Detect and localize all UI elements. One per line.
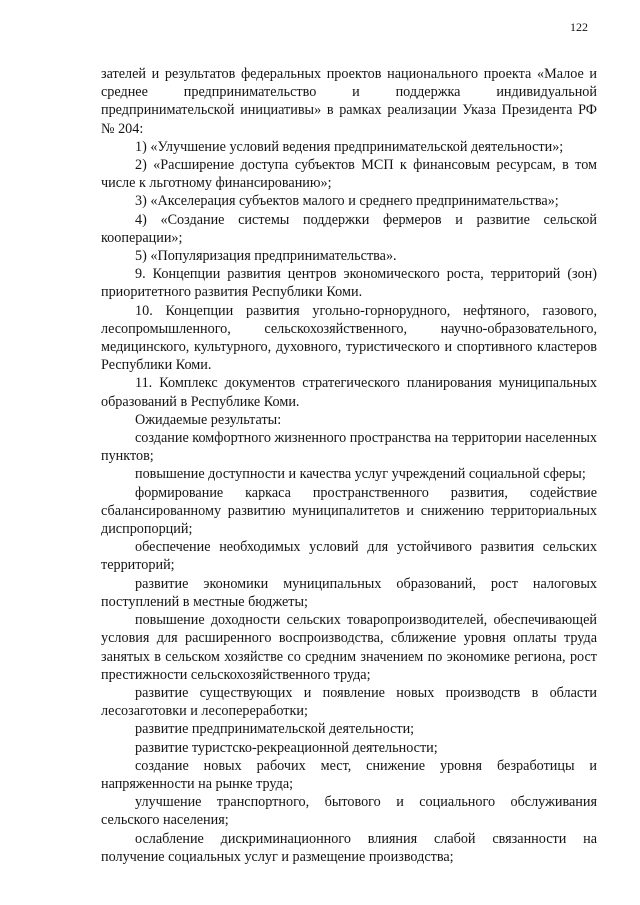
result-item: развитие предпринимательской деятельности; xyxy=(135,721,415,738)
result-item: развитие экономики муниципальных образований, рост налоговых поступлений в местные бюджеты; xyxy=(101,575,597,610)
list-item-3: 3) «Акселерация субъектов малого и среднего предпринимательства»; xyxy=(135,193,559,210)
result-item: развитие туристско-рекреационной деятельности; xyxy=(135,739,438,756)
list-item-1: 1) «Улучшение условий ведения предпринимательской деятельности»; xyxy=(135,138,564,155)
paragraph-item-11: 11. Комплекс документов стратегического планирования муниципальных образований в Республике Коми. xyxy=(101,375,597,410)
page-number: 122 xyxy=(570,20,588,34)
result-item: ослабление дискриминационного влияния слабой связанности на получение социальных услуг и размещение производства; xyxy=(101,830,597,865)
result-item: создание новых рабочих мест, снижение уровня безработицы и напряженности на рынке труда; xyxy=(101,757,597,792)
expected-results-heading: Ожидаемые результаты: xyxy=(135,411,282,428)
list-item-2: 2) «Расширение доступа субъектов МСП к финансовым ресурсам, в том числе к льготному финансированию»; xyxy=(101,157,597,192)
paragraph-item-9: 9. Концепции развития центров экономического роста, территорий (зон) приоритетного развития Республики Коми. xyxy=(101,266,597,301)
list-item-4: 4) «Создание системы поддержки фермеров и развитие сельской кооперации»; xyxy=(101,211,597,246)
list-item-5: 5) «Популяризация предпринимательства». xyxy=(135,248,397,265)
result-item: обеспечение необходимых условий для устойчивого развития сельских территорий; xyxy=(101,539,597,574)
result-item: формирование каркаса пространственного развития, содействие сбалансированному развитию муниципалитетов и снижению территориальных диспропорций; xyxy=(101,484,597,538)
result-item: создание комфортного жизненного пространства на территории населенных пунктов; xyxy=(101,430,597,465)
paragraph-item-10: 10. Концепции развития угольно-горнорудного, нефтяного, газового, лесопромышленного, сельскохозяйственного, научно-образовательного, медицинского, культурного, духовного, туристического и спортивного кластеров Республики Коми. xyxy=(101,302,597,374)
paragraph-continuation: зателей и результатов федеральных проектов национального проекта «Малое и среднее предпринимательство и поддержка индивидуальной предпринимательской инициативы» в рамках реализации Указа Президента РФ № 204: xyxy=(101,66,597,137)
result-item: развитие существующих и появление новых производств в области лесозаготовки и лесопереработки; xyxy=(101,684,597,720)
result-item: повышение доступности и качества услуг учреждений социальной сферы; xyxy=(135,466,586,483)
result-item: повышение доходности сельских товаропроизводителей, обеспечивающей условия для расширенного воспроизводства, сближение уровня оплаты труда занятых в сельском хозяйстве со средним значением по экономике региона, рост престижности сельскохозяйственного труда; xyxy=(101,612,597,683)
body-text xyxy=(101,65,597,866)
result-item: улучшение транспортного, бытового и социального обслуживания сельского населения; xyxy=(101,794,597,829)
